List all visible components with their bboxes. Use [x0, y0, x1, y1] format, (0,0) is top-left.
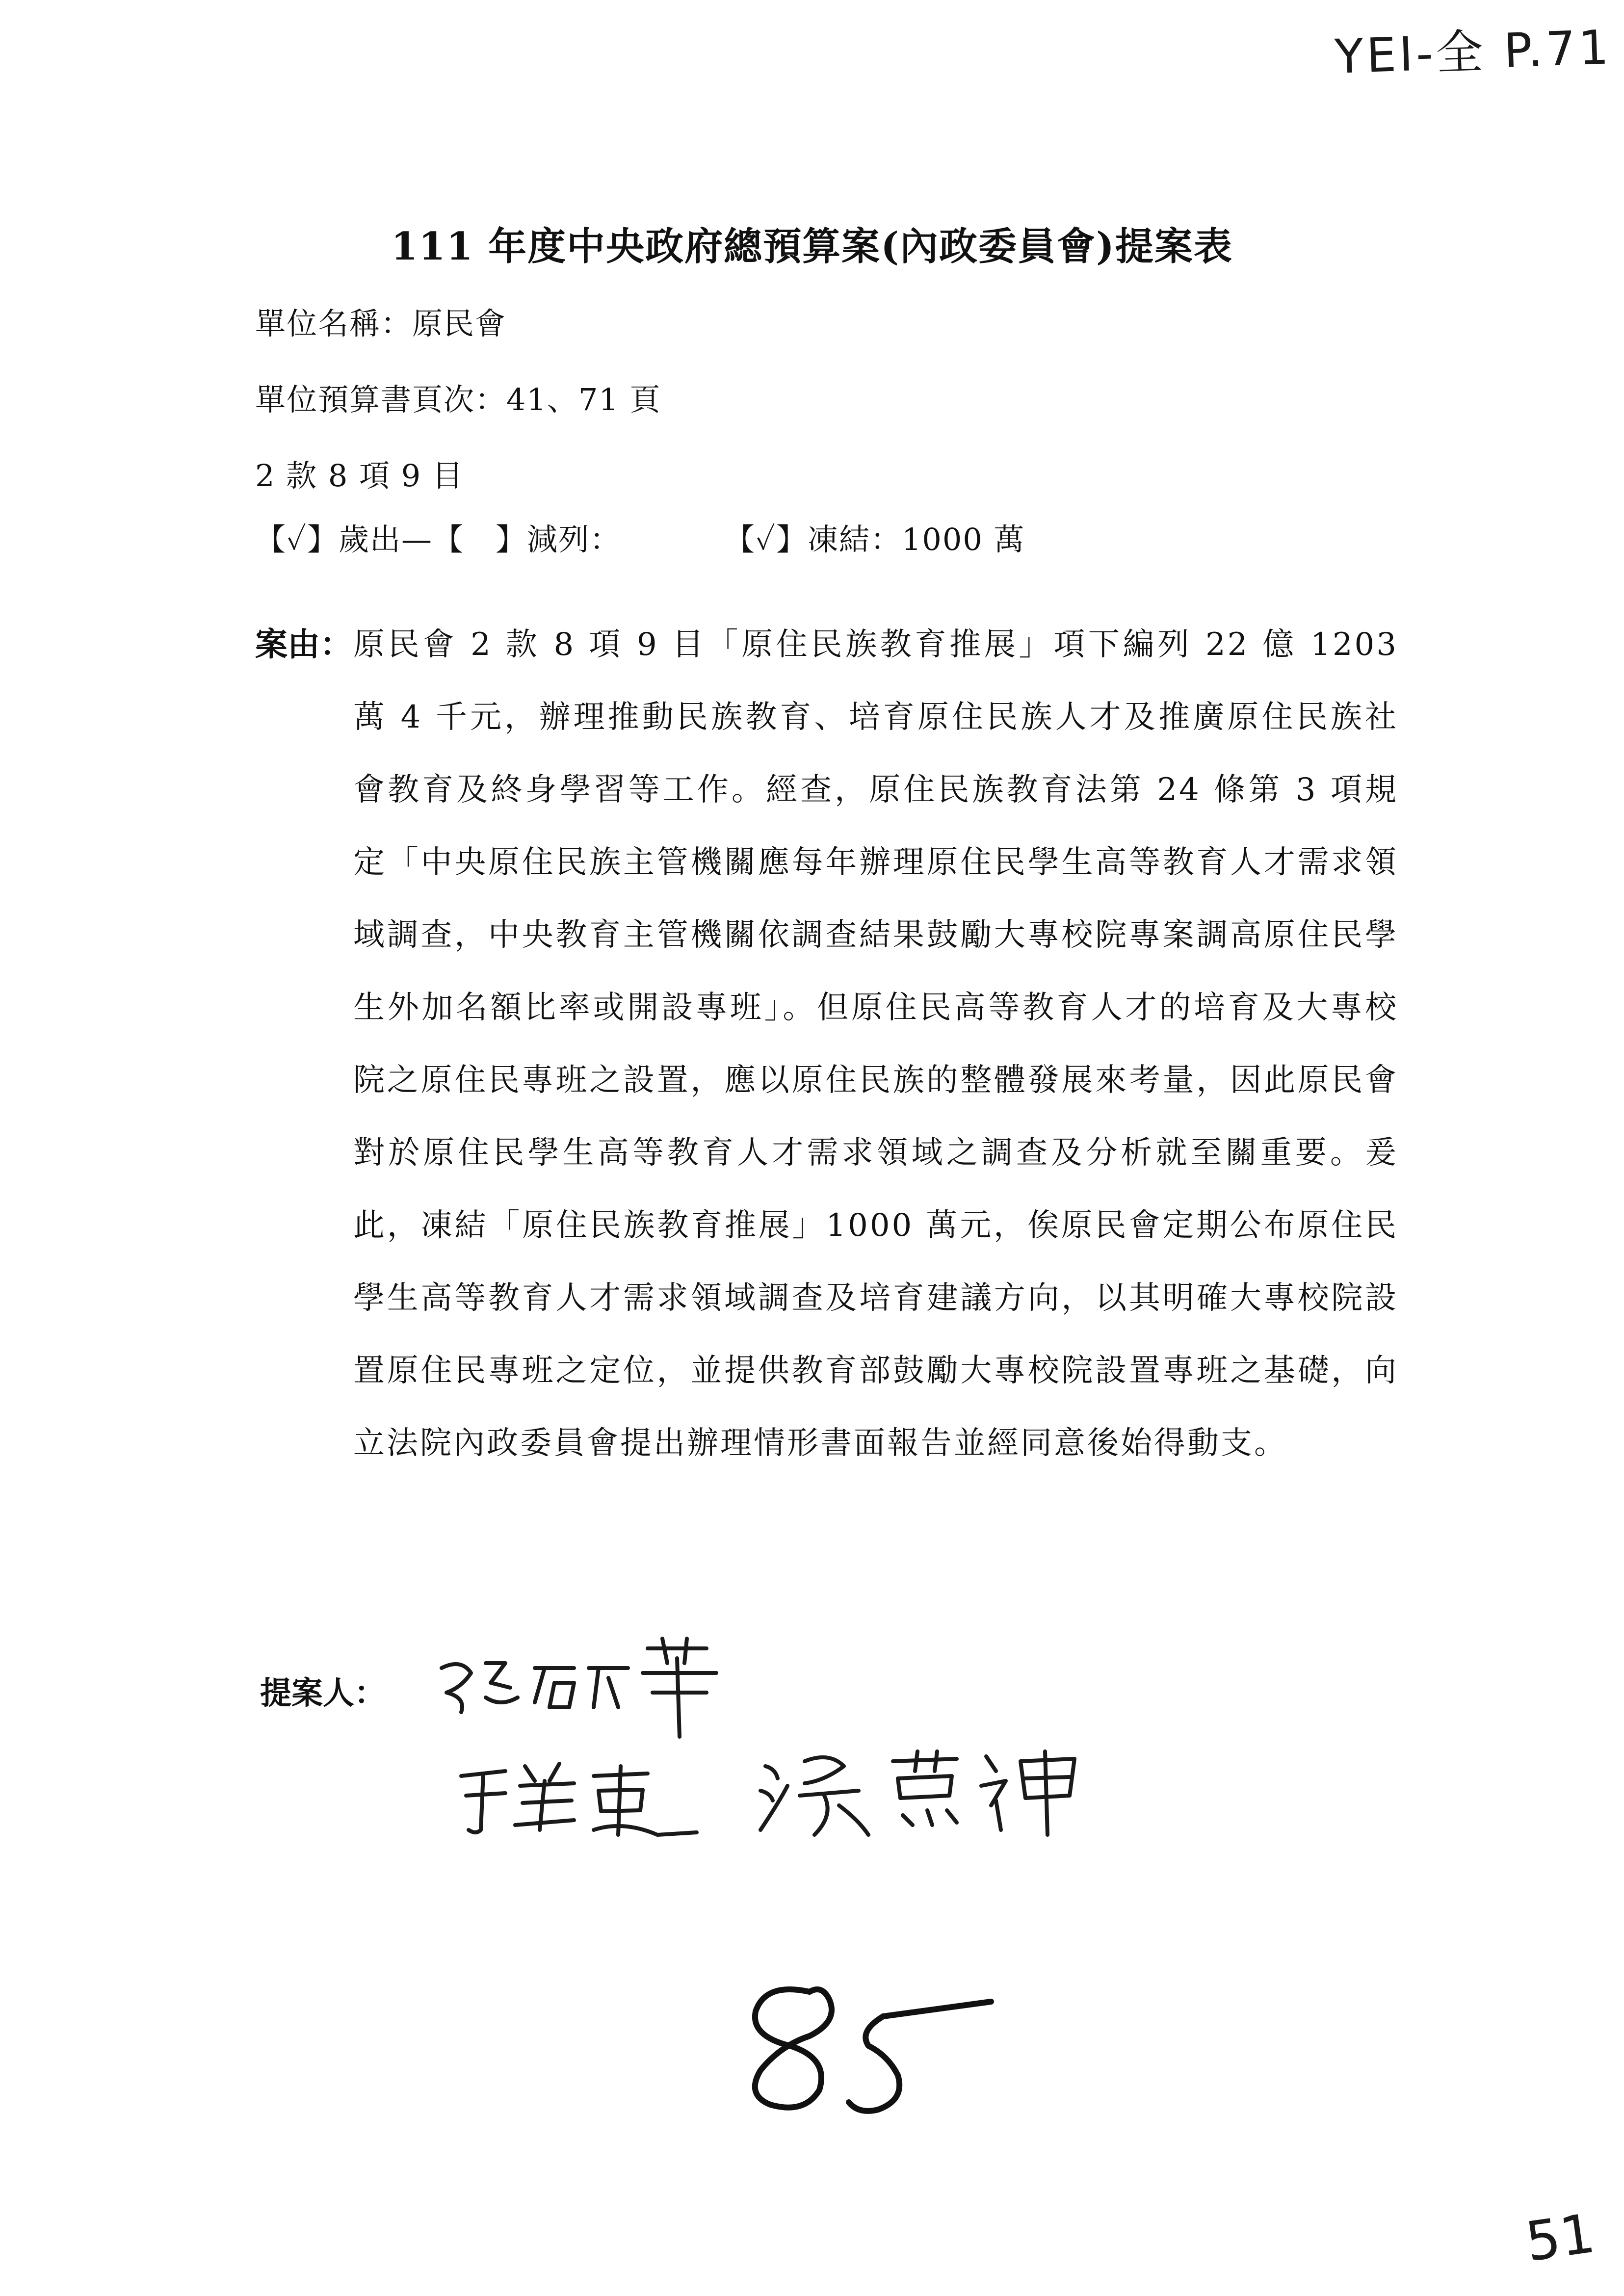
budget-pages: 單位預算書頁次：41、71 頁	[255, 382, 661, 417]
signature-2	[451, 1747, 707, 1845]
corner-note: YEI-全 P.71	[1334, 20, 1613, 84]
item-code: 2 款 8 項 9 目	[255, 458, 464, 494]
unit-name: 單位名稱：原民會	[255, 306, 507, 341]
reason-label: 案由：	[255, 626, 352, 663]
large-handwritten-number	[736, 1972, 1011, 2119]
signature-3	[751, 1732, 1104, 1850]
page-title: 111 年度中央政府總預算案(內政委員會)提案表	[391, 224, 1233, 269]
freeze-checkbox-line: 【✓】凍結：1000 萬	[724, 522, 1025, 557]
proposer-label: 提案人：	[260, 1675, 386, 1712]
reason-text: 原民會 2 款 8 項 9 目「原住民族教育推展」項下編列 22 億 1203 萬 4 千元，辦理推動民族教育、培育原住民族人才及推廣原住民族社會教育及終身學習等工作。經查，原住民族教育法第 24 條第 3 項規定「中央原住民族主管機關應每年辦理原住民學生高等教育人才需求領域調查，中央教育主管機關依調查結果鼓勵大專校院專案調高原住民學生外加名額比率或開設專班」。但原住民高等教育人才的培育及大專校院之原住民專班之設置，應以原住民族的整體發展來考量，因此原民會對於原住民學生高等教育人才需求領域之調查及分析就至關重要。爰此，凍結「原住民族教育推展」1000 萬元，俟原民會定期公布原住民學生高等教育人才需求領域調查及培育建議方向，以其明確大專校院設置原住民專班之定位，並提供教育部鼓勵大專校院設置專班之基礎，向立法院內政委員會提出辦理情形書面報告並經同意後始得動支。	[353, 626, 1398, 1461]
page-number: 51	[1521, 2201, 1599, 2274]
action-line	[255, 515, 1025, 559]
expenditure-checkbox-line: 【✓】歲出—【 】減列：	[255, 522, 621, 557]
signature-1	[432, 1629, 726, 1747]
